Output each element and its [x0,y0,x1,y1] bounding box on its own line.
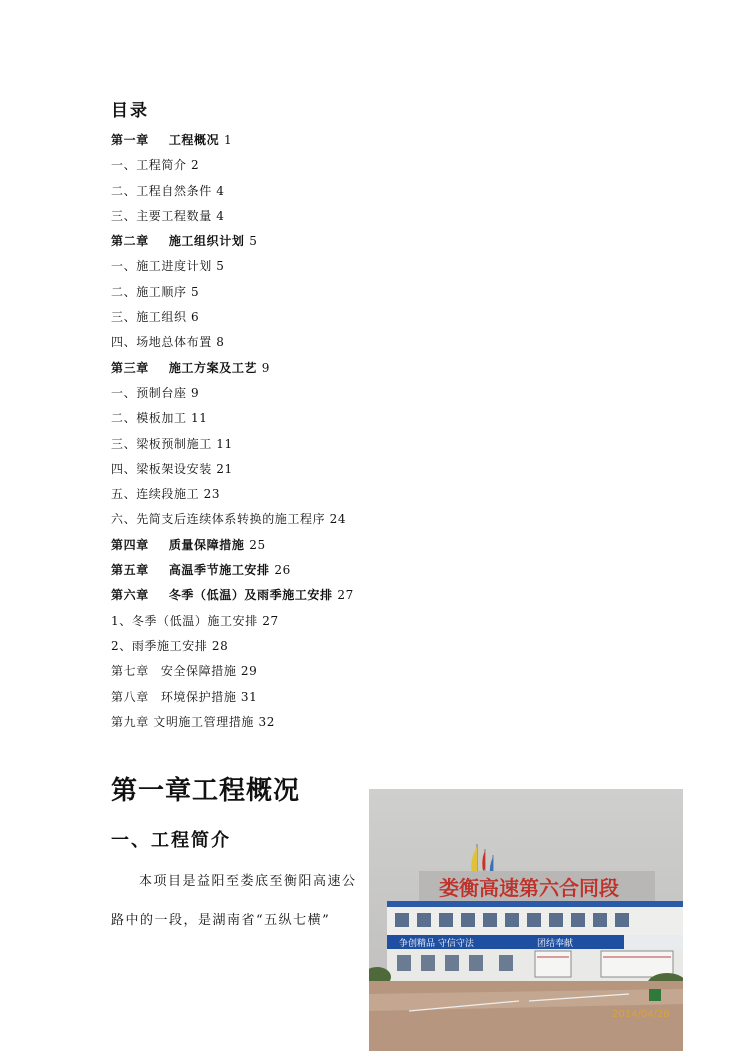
toc-page-number: 5 [216,259,225,274]
toc-entry[interactable] [111,609,631,634]
toc-entry-title: 环境保护措施 [160,689,237,704]
toc-page-number: 11 [191,411,208,426]
toc-entry-title: 文明施工管理措施 [153,714,255,729]
toc-entry[interactable] [111,381,631,406]
toc-page-number: 24 [329,512,347,527]
roof-sign: 娄衡高速第六合同段 [439,876,619,900]
toc-page-number: 27 [337,588,354,603]
toc-entry-title: 三、主要工程数量 [111,208,212,223]
toc-entry[interactable] [111,533,631,558]
toc-entry[interactable] [111,432,631,457]
toc-title: 目录 [111,101,149,121]
toc-entry[interactable] [111,710,631,735]
toc-entry[interactable] [111,330,631,355]
toc-entry[interactable] [111,482,631,507]
toc-entry-title: 一、施工进度计划 [111,259,212,274]
section-heading: 一、工程简介 [111,830,231,851]
toc-entry-title: 冬季（低温）及雨季施工安排 [168,588,333,603]
body-paragraph: 本项目是益阳至娄底至衡阳高速公路中的一段，是湖南省“五纵七横” [111,874,357,928]
toc-entry-title: 一、预制台座 [111,385,187,400]
toc-entry[interactable] [111,583,631,608]
toc-chapter-number: 第八章 [111,689,149,704]
toc-entry-title: 安全保障措施 [160,664,237,679]
toc-entry[interactable] [111,685,631,710]
chapter-heading: 第一章工程概况 [111,776,301,806]
toc-page-number: 32 [258,714,275,729]
toc-entry[interactable] [111,457,631,482]
toc-entry[interactable] [111,204,631,229]
toc-entry-title: 四、场地总体布置 [111,335,212,350]
toc-entry-title: 高温季节施工安排 [168,563,270,578]
banner-left: 争创精品 守信守法 [399,939,474,949]
toc-page-number: 4 [216,183,225,198]
toc-chapter-number: 第五章 [111,563,149,578]
toc-page-number: 5 [249,234,258,249]
toc-entry-title: 二、工程自然条件 [111,183,212,198]
toc-page-number: 5 [191,284,200,299]
toc-entry[interactable] [111,507,631,532]
toc-entry-title: 2、雨季施工安排 [111,638,208,653]
toc-page-number: 11 [216,436,233,451]
toc-entry-title: 1、冬季（低温）施工安排 [111,613,258,628]
toc-page-number: 29 [240,664,258,679]
toc-entry[interactable] [111,356,631,381]
toc-page-number: 25 [249,537,266,552]
toc-entry-title: 施工方案及工艺 [168,360,258,375]
toc-page-number: 31 [240,689,258,704]
toc-page-number: 23 [203,487,221,502]
site-office-photo [369,789,683,1051]
toc-entry[interactable] [111,305,631,330]
toc-chapter-number: 第六章 [111,588,149,603]
toc-entry[interactable] [111,254,631,279]
toc-entry-title: 一、工程简介 [111,158,187,173]
toc-entry[interactable] [111,153,631,178]
toc-page-number: 26 [274,563,291,578]
toc-entry[interactable] [111,128,631,153]
toc-page-number: 28 [211,638,229,653]
toc-chapter-number: 第四章 [111,537,149,552]
toc-entry[interactable] [111,406,631,431]
toc-entry[interactable] [111,659,631,684]
toc-entry-title: 三、梁板预制施工 [111,436,212,451]
banner-right: 团结奉献 [537,939,574,949]
toc-chapter-number: 第三章 [111,360,149,375]
toc-chapter-number: 第七章 [111,664,149,679]
toc-entry-title: 二、施工顺序 [111,284,187,299]
toc-entry-title: 工程概况 [168,133,220,147]
toc-chapter-number: 第一章 [111,133,149,147]
toc-entry-title: 五、连续段施工 [111,487,200,502]
toc-entry[interactable] [111,634,631,659]
photo-timestamp: 2014/04/28 [612,1009,670,1020]
toc-entry-title: 施工组织计划 [168,234,245,249]
toc-entry-title: 三、施工组织 [111,310,187,325]
toc-entry-title: 四、梁板架设安装 [111,461,212,476]
toc-entry-title: 二、模板加工 [111,411,187,426]
toc-page-number: 6 [191,310,200,325]
toc-entry[interactable] [111,179,631,204]
toc-entry-title: 六、先简支后连续体系转换的施工程序 [111,512,326,527]
toc-entry[interactable] [111,229,631,254]
toc-page-number: 2 [191,158,200,173]
toc-page-number: 9 [261,360,271,375]
site-office-illustration [369,789,683,1051]
toc-page-number: 21 [216,461,233,476]
toc-entry[interactable] [111,558,631,583]
table-of-contents [111,128,631,735]
toc-chapter-number: 第九章 [111,714,149,729]
toc-page-number: 4 [216,208,225,223]
toc-entry-title: 质量保障措施 [168,537,245,552]
toc-page-number: 1 [224,133,233,147]
toc-chapter-number: 第二章 [111,234,149,249]
toc-page-number: 8 [216,335,225,350]
toc-entry[interactable] [111,280,631,305]
toc-page-number: 9 [191,385,200,400]
toc-page-number: 27 [262,613,279,628]
